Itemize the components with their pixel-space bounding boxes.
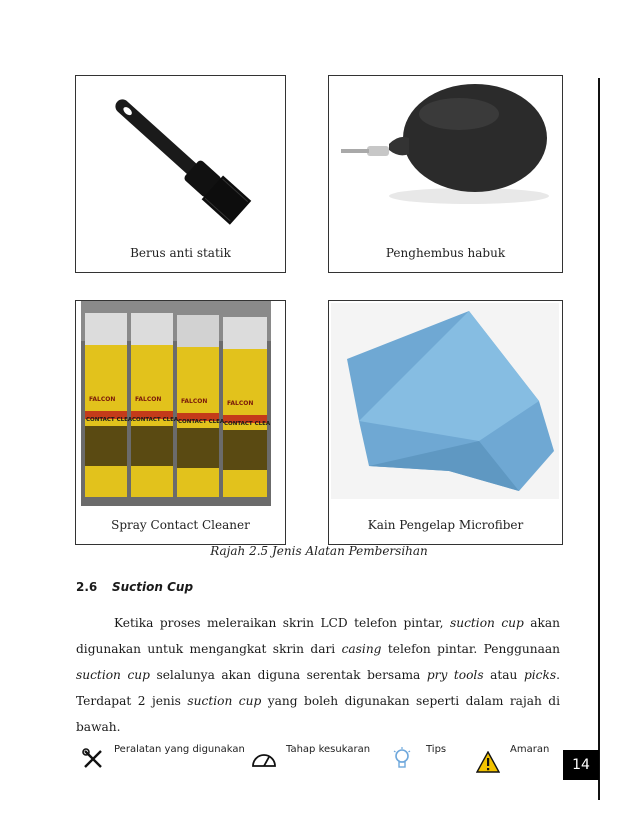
page-number: 14 (563, 750, 599, 780)
section-title: Suction Cup (112, 580, 194, 594)
tools-icon (82, 748, 104, 770)
microfiber-cloth-image (329, 301, 562, 501)
figure-dust-blower (328, 75, 563, 273)
caption-anti-static-brush: Berus anti statik (130, 246, 231, 260)
footer-tools-label: Peralatan yang digunakan (114, 744, 245, 755)
can-product-label: CONTACT CLEA (224, 421, 271, 427)
section-number: 2.6 (76, 580, 98, 594)
page-edge-line (598, 78, 600, 800)
can-brand-label: FALCON (181, 398, 208, 405)
footer-tips-label: Tips (426, 744, 447, 755)
caption-contact-cleaner: Spray Contact Cleaner (111, 518, 250, 532)
section-heading (76, 580, 193, 594)
footer-warning-label: Amaran (510, 744, 550, 755)
can-brand-label: FALCON (135, 396, 162, 403)
can-product-label: CONTACT CLEA (132, 417, 179, 423)
body-paragraph: Ketika proses meleraikan skrin LCD telefon pintar, suction cup akan digunakan untuk mengangkat skrin dari casing telefon pintar. Penggunaan suction cup selalunya akan diguna serentak bersama pry tools atau picks. Terdapat 2 jenis suction cup yang boleh digunakan seperti dalam rajah di bawah. (76, 616, 561, 734)
dust-blower-image (329, 76, 562, 226)
caption-microfiber-cloth: Kain Pengelap Microfiber (367, 518, 524, 532)
can-brand-label: FALCON (227, 400, 254, 407)
can-product-label: CONTACT CLEA (178, 419, 225, 425)
warning-icon (476, 751, 500, 773)
footer-difficulty-label: Tahap kesukaran (286, 744, 371, 755)
anti-static-brush-image (76, 76, 285, 236)
can-product-label: CONTACT CLEA (86, 417, 133, 423)
figure-microfiber-cloth (328, 300, 563, 545)
difficulty-gauge-icon (251, 750, 277, 768)
tips-lightbulb-icon (393, 747, 411, 771)
figure-contact-cleaner (75, 300, 286, 545)
contact-cleaner-image (81, 301, 271, 506)
figure-caption: Rajah 2.5 Jenis Alatan Pembersihan (210, 544, 428, 558)
can-brand-label: FALCON (89, 396, 116, 403)
caption-dust-blower: Penghembus habuk (385, 246, 506, 260)
figure-anti-static-brush (75, 75, 286, 273)
